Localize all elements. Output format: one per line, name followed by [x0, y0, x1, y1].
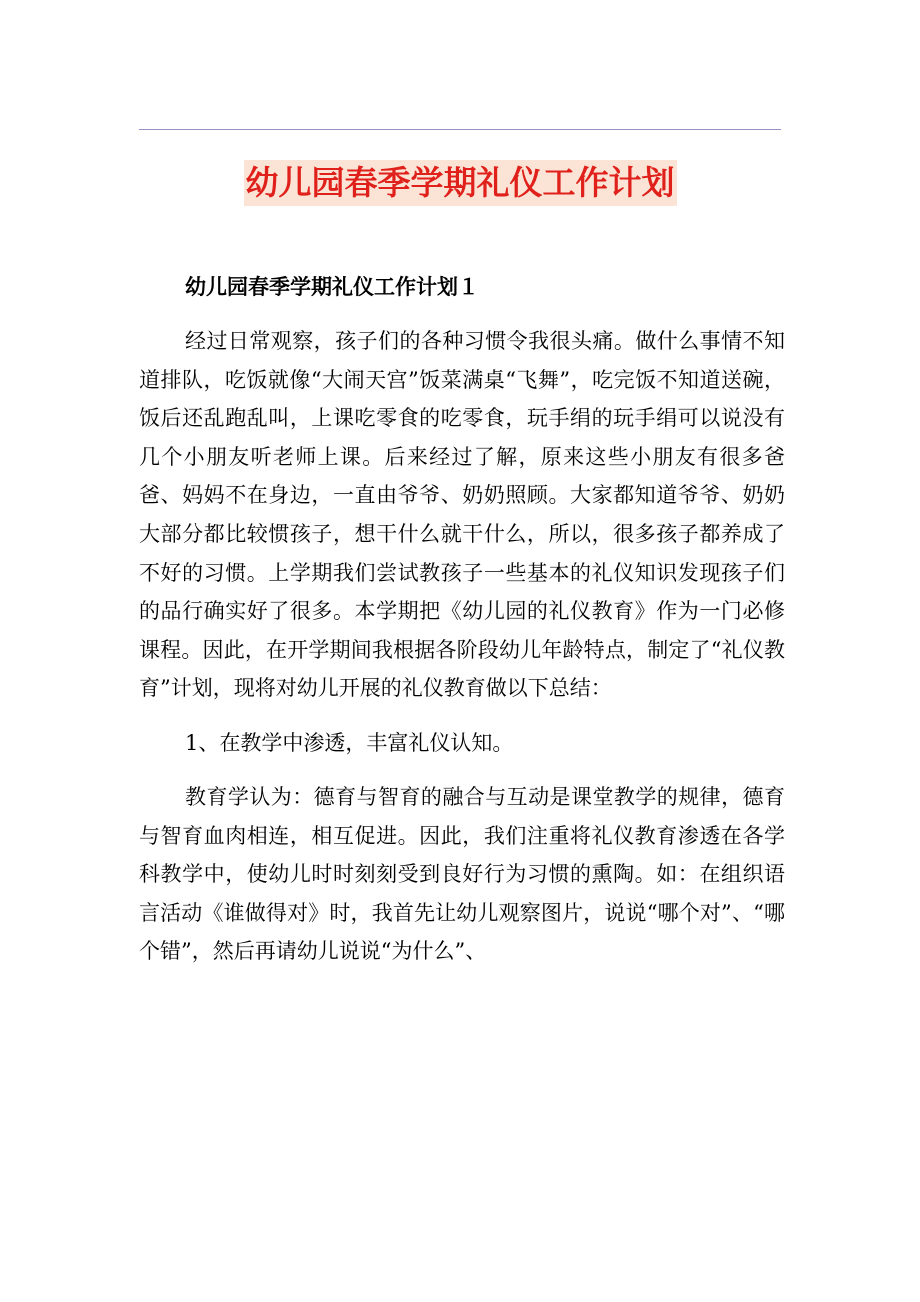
paragraph-education: 教育学认为：德育与智育的融合与互动是课堂教学的规律，德育与智育血肉相连，相互促进。因此，我们注重将礼仪教育渗透在各学科教学中，使幼儿时时刻刻受到良好行为习惯的熏陶。如：在组织语言活动《谁做得对》时，我首先让幼儿观察图片，说说“哪个对”、“哪个错”，然后再请幼儿说说“为什么”、: [139, 784, 785, 964]
title-container: [0, 160, 920, 206]
paragraph-intro: 经过日常观察，孩子们的各种习惯令我很头痛。做什么事情不知道排队，吃饭就像“大闹天宫”饭菜满桌“飞舞”，吃完饭不知道送碗，饭后还乱跑乱叫，上课吃零食的吃零食，玩手绢的玩手绢可以说没有几个小朋友听老师上课。后来经过了解，原来这些小朋友有很多爸爸、妈妈不在身边，一直由爷爷、奶奶照顾。大家都知道爷爷、奶奶大部分都比较惯孩子，想干什么就干什么，所以，很多孩子都养成了不好的习惯。上学期我们尝试教孩子一些基本的礼仪知识发现孩子们的品行确实好了很多。本学期把《幼儿园的礼仪教育》作为一门必修课程。因此，在开学期间我根据各阶段幼儿年龄特点，制定了“礼仪教育”计划，现将对幼儿开展的礼仪教育做以下总结：: [139, 329, 785, 701]
paragraph-point-1: 1、在教学中渗透，丰富礼仪认知。: [185, 730, 514, 755]
section-heading: 幼儿园春季学期礼仪工作计划１: [185, 274, 479, 299]
header-rule: [139, 129, 781, 130]
document-body: [139, 268, 785, 987]
document-title: 幼儿园春季学期礼仪工作计划: [244, 160, 677, 206]
